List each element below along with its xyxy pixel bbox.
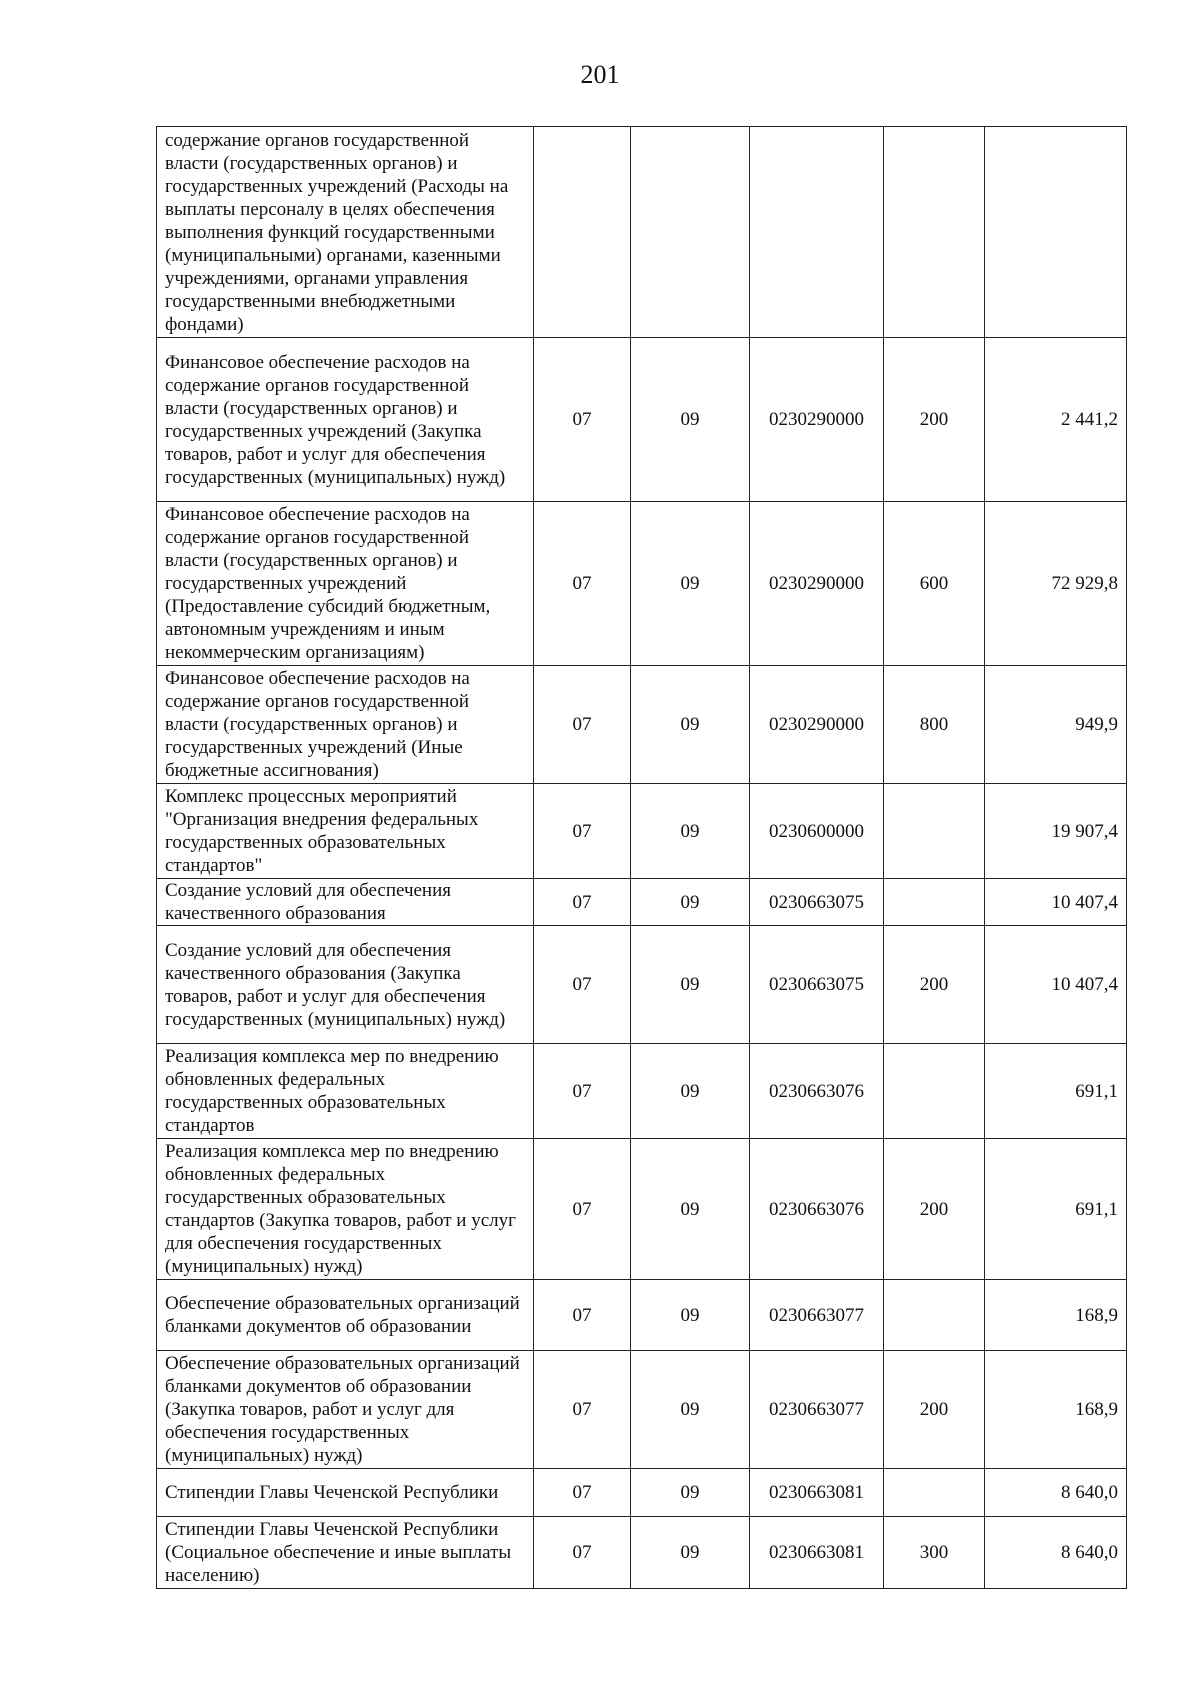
subsection-code-cell: 09 <box>631 1280 750 1351</box>
target-article-cell: 0230290000 <box>750 338 884 502</box>
expense-type-cell <box>884 1469 985 1517</box>
subsection-code-cell: 09 <box>631 1351 750 1469</box>
expense-type-cell <box>884 127 985 338</box>
target-article-cell: 0230663075 <box>750 879 884 926</box>
section-code-cell: 07 <box>534 1517 631 1589</box>
section-code-cell: 07 <box>534 1351 631 1469</box>
subsection-code-cell: 09 <box>631 666 750 784</box>
section-code-cell: 07 <box>534 1280 631 1351</box>
subsection-code-cell: 09 <box>631 502 750 666</box>
amount-cell: 72 929,8 <box>985 502 1127 666</box>
expense-name-cell: Создание условий для обеспечения качественного образования <box>157 879 534 926</box>
target-article-cell: 0230600000 <box>750 784 884 879</box>
expense-type-cell: 600 <box>884 502 985 666</box>
amount-cell: 949,9 <box>985 666 1127 784</box>
expense-type-cell <box>884 879 985 926</box>
table-row <box>157 1517 1127 1589</box>
section-code-cell: 07 <box>534 1469 631 1517</box>
section-code-cell: 07 <box>534 1139 631 1280</box>
table-row <box>157 926 1127 1044</box>
table-row <box>157 502 1127 666</box>
target-article-cell: 0230290000 <box>750 666 884 784</box>
subsection-code-cell: 09 <box>631 1517 750 1589</box>
target-article-cell: 0230663081 <box>750 1469 884 1517</box>
target-article-cell: 0230663077 <box>750 1351 884 1469</box>
table-row <box>157 1469 1127 1517</box>
amount-cell: 168,9 <box>985 1280 1127 1351</box>
table-row <box>157 127 1127 338</box>
expense-name-cell: Реализация комплекса мер по внедрению обновленных федеральных государственных образовательных стандартов (Закупка товаров, работ и услуг для обеспечения государственных (муниципальных) нужд) <box>157 1139 534 1280</box>
table-row <box>157 1351 1127 1469</box>
section-code-cell <box>534 127 631 338</box>
table-row <box>157 338 1127 502</box>
target-article-cell: 0230290000 <box>750 502 884 666</box>
expense-name-cell: Стипендии Главы Чеченской Республики <box>157 1469 534 1517</box>
section-code-cell: 07 <box>534 879 631 926</box>
budget-table <box>156 126 1127 1589</box>
expense-name-cell: Стипендии Главы Чеченской Республики (Социальное обеспечение и иные выплаты населению) <box>157 1517 534 1589</box>
amount-cell: 8 640,0 <box>985 1469 1127 1517</box>
target-article-cell: 0230663077 <box>750 1280 884 1351</box>
section-code-cell: 07 <box>534 784 631 879</box>
target-article-cell: 0230663076 <box>750 1139 884 1280</box>
subsection-code-cell: 09 <box>631 1469 750 1517</box>
table-row <box>157 1139 1127 1280</box>
expense-type-cell: 200 <box>884 926 985 1044</box>
expense-name-cell: Создание условий для обеспечения качественного образования (Закупка товаров, работ и услуг для обеспечения государственных (муниципальных) нужд) <box>157 926 534 1044</box>
section-code-cell: 07 <box>534 926 631 1044</box>
amount-cell: 10 407,4 <box>985 926 1127 1044</box>
table-row <box>157 784 1127 879</box>
expense-type-cell: 200 <box>884 338 985 502</box>
amount-cell: 691,1 <box>985 1139 1127 1280</box>
table-row <box>157 1280 1127 1351</box>
amount-cell: 168,9 <box>985 1351 1127 1469</box>
section-code-cell: 07 <box>534 666 631 784</box>
target-article-cell <box>750 127 884 338</box>
page-number: 201 <box>580 60 620 89</box>
target-article-cell: 0230663076 <box>750 1044 884 1139</box>
amount-cell: 8 640,0 <box>985 1517 1127 1589</box>
amount-cell: 10 407,4 <box>985 879 1127 926</box>
amount-cell: 691,1 <box>985 1044 1127 1139</box>
subsection-code-cell: 09 <box>631 879 750 926</box>
expense-type-cell: 200 <box>884 1351 985 1469</box>
expense-name-cell: Финансовое обеспечение расходов на содержание органов государственной власти (государственных органов) и государственных учреждений (Иные бюджетные ассигнования) <box>157 666 534 784</box>
subsection-code-cell: 09 <box>631 1044 750 1139</box>
table-row <box>157 666 1127 784</box>
table-row <box>157 879 1127 926</box>
expense-name-cell: Реализация комплекса мер по внедрению обновленных федеральных государственных образовательных стандартов <box>157 1044 534 1139</box>
subsection-code-cell: 09 <box>631 338 750 502</box>
subsection-code-cell: 09 <box>631 784 750 879</box>
section-code-cell: 07 <box>534 1044 631 1139</box>
expense-name-cell: содержание органов государственной власти (государственных органов) и государственных учреждений (Расходы на выплаты персоналу в целях обеспечения выполнения функций государственными (муниципальными) органами, казенными учреждениями, органами управления государственными внебюджетными фондами) <box>157 127 534 338</box>
table-body <box>157 127 1127 1589</box>
target-article-cell: 0230663075 <box>750 926 884 1044</box>
amount-cell <box>985 127 1127 338</box>
section-code-cell: 07 <box>534 502 631 666</box>
expense-type-cell: 300 <box>884 1517 985 1589</box>
expense-name-cell: Финансовое обеспечение расходов на содержание органов государственной власти (государственных органов) и государственных учреждений (Закупка товаров, работ и услуг для обеспечения государственных (муниципальных) нужд) <box>157 338 534 502</box>
expense-name-cell: Финансовое обеспечение расходов на содержание органов государственной власти (государственных органов) и государственных учреждений (Предоставление субсидий бюджетным, автономным учреждениям и иным некоммерческим организациям) <box>157 502 534 666</box>
target-article-cell: 0230663081 <box>750 1517 884 1589</box>
subsection-code-cell <box>631 127 750 338</box>
expense-type-cell <box>884 784 985 879</box>
expense-type-cell <box>884 1280 985 1351</box>
expense-name-cell: Комплекс процессных мероприятий "Организация внедрения федеральных государственных образовательных стандартов" <box>157 784 534 879</box>
subsection-code-cell: 09 <box>631 1139 750 1280</box>
table-row <box>157 1044 1127 1139</box>
amount-cell: 19 907,4 <box>985 784 1127 879</box>
expense-type-cell <box>884 1044 985 1139</box>
amount-cell: 2 441,2 <box>985 338 1127 502</box>
expense-type-cell: 200 <box>884 1139 985 1280</box>
expense-name-cell: Обеспечение образовательных организаций бланками документов об образовании <box>157 1280 534 1351</box>
subsection-code-cell: 09 <box>631 926 750 1044</box>
expense-type-cell: 800 <box>884 666 985 784</box>
expense-name-cell: Обеспечение образовательных организаций бланками документов об образовании (Закупка товаров, работ и услуг для обеспечения государственных (муниципальных) нужд) <box>157 1351 534 1469</box>
section-code-cell: 07 <box>534 338 631 502</box>
